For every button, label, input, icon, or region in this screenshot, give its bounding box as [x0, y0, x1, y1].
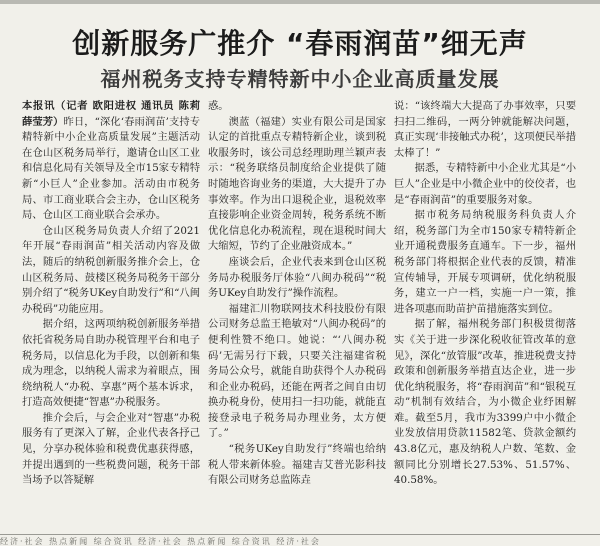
paragraph: “税务UKey自助发行”终端也给纳税人带来新体验。福建吉艾普光影科技有限公司财务总监陈垚 [208, 443, 386, 487]
byline: 本报讯（记者 欧阳进权 通讯员 陈莉 薛莹芳） [22, 100, 200, 128]
paragraph: 据介绍，这两项纳税创新服务举措依托省税务局自助办税管理平台和电子税务局，以信息化为手段，以创新和集成为理念，以纳税人需求为着眼点，围绕纳税人“办税、享惠”两个基本诉求，打造高效便捷“智惠”办税服务。 [22, 318, 200, 409]
paragraph-continued: 惑。 [208, 100, 229, 112]
top-rule [0, 0, 600, 4]
headline-subtitle: 福州税务支持专精特新中小企业高质量发展 [100, 67, 500, 91]
bottom-cutoff-strip: 经济·社会 热点新闻 综合资讯 经济·社会 热点新闻 综合资讯 经济·社会 [0, 537, 321, 546]
paragraph: 据悉，专精特新中小企业尤其是“小巨人”企业是中小微企业中的佼佼者，也是“春雨润苗”的重要服务对象。 [394, 162, 576, 206]
article-column-2 [208, 99, 386, 531]
bottom-rule [0, 534, 600, 535]
paragraph: 推介会后，与会企业对“智惠”办税服务有了更深入了解，企业代表各抒己见，分享办税体验和税费优惠获得感，并提出遇到的一些税费问题，税务干部当场予以答疑解 [22, 411, 200, 487]
paragraph-continued: 说：“该终端大大提高了办事效率，只要扫扫二维码，一两分钟就能解决问题，真正实现‘非接触式办税’，这项便民举措太棒了！” [394, 100, 576, 159]
paragraph: 福建汇川物联网技术科技股份有限公司财务总监王艳敏对“八闽办税码”的便利性赞不绝口。她说：“‘八闽办税码’无需另行下载，只要关注福建省税务局公众号，就能自助获得个人办税码和企业办税码，还能在两者之间自由切换办税身份，使用扫一扫功能，就能直接登录电子税务局办理业务，太方便了。” [208, 302, 386, 440]
paragraph: 据了解，福州税务部门积极贯彻落实《关于进一步深化税收征管改革的意见》，深化“放管服”改革，推进税费支持政策和创新服务举措直达企业，进一步优化纳税服务，将“春雨润苗”和“银税互动”机制有效结合，为小微企业纾困解难。截至5月，我市为3399户中小微企业发放信用贷款11582笔、贷款金额约43.8亿元，惠及纳税人户数、笔数、金额同比分别增长27.53%、51.57%、40.58%。 [394, 318, 576, 487]
paragraph: 澳蓝（福建）实业有限公司是国家认定的首批重点专精特新企业，谈到税收服务时，该公司总经理助理兰颖声表示：“税务联络员制度给企业提供了随时随地咨询业务的渠道，大大提升了办事效率。作为出口退税企业，退税效率直接影响企业资金周转，税务系统不断优化信息化办税流程，现在退税时间大大缩短，节约了企业融资成本。” [208, 115, 386, 253]
article-column-3 [394, 99, 576, 531]
headline-title: 创新服务广推介 “春雨润苗”细无声 [72, 27, 528, 60]
lead-text: 昨日，“深化‘春雨润苗’支持专精特新中小企业高质量发展”主题活动在仓山区税务局举行，邀请仓山区工业和信息化局有关领导及全市15家专精特新“小巨人”企业参加。活动由市税务局、市工商业联合会主办，仓山区税务局、仓山区工商业联合会承办。 [22, 115, 200, 222]
paragraph: 仓山区税务局负责人介绍了2021年开展“春雨润苗”相关活动内容及做法，随后的纳税创新服务推介会上，仓山区税务局、鼓楼区税务局税务干部分别介绍了“税务UKey自助发行”和“八闽办税码”功能应用。 [22, 224, 200, 315]
article-column-1 [22, 99, 200, 531]
paragraph: 据市税务局纳税服务科负责人介绍，税务部门为全市150家专精特新企业开通税费服务直通车。下一步，福州税务部门将根据企业代表的反馈，精准宣传辅导，开展专项调研，优化纳税服务，建立一户一档，实施一户一策，推进各项惠而助苗护苗措施落实到位。 [394, 209, 576, 315]
paragraph: 座谈会后，企业代表来到仓山区税务局办税服务厅体验“八闽办税码”“税务UKey自助发行”操作流程。 [208, 255, 386, 300]
lead-paragraph [22, 99, 200, 224]
